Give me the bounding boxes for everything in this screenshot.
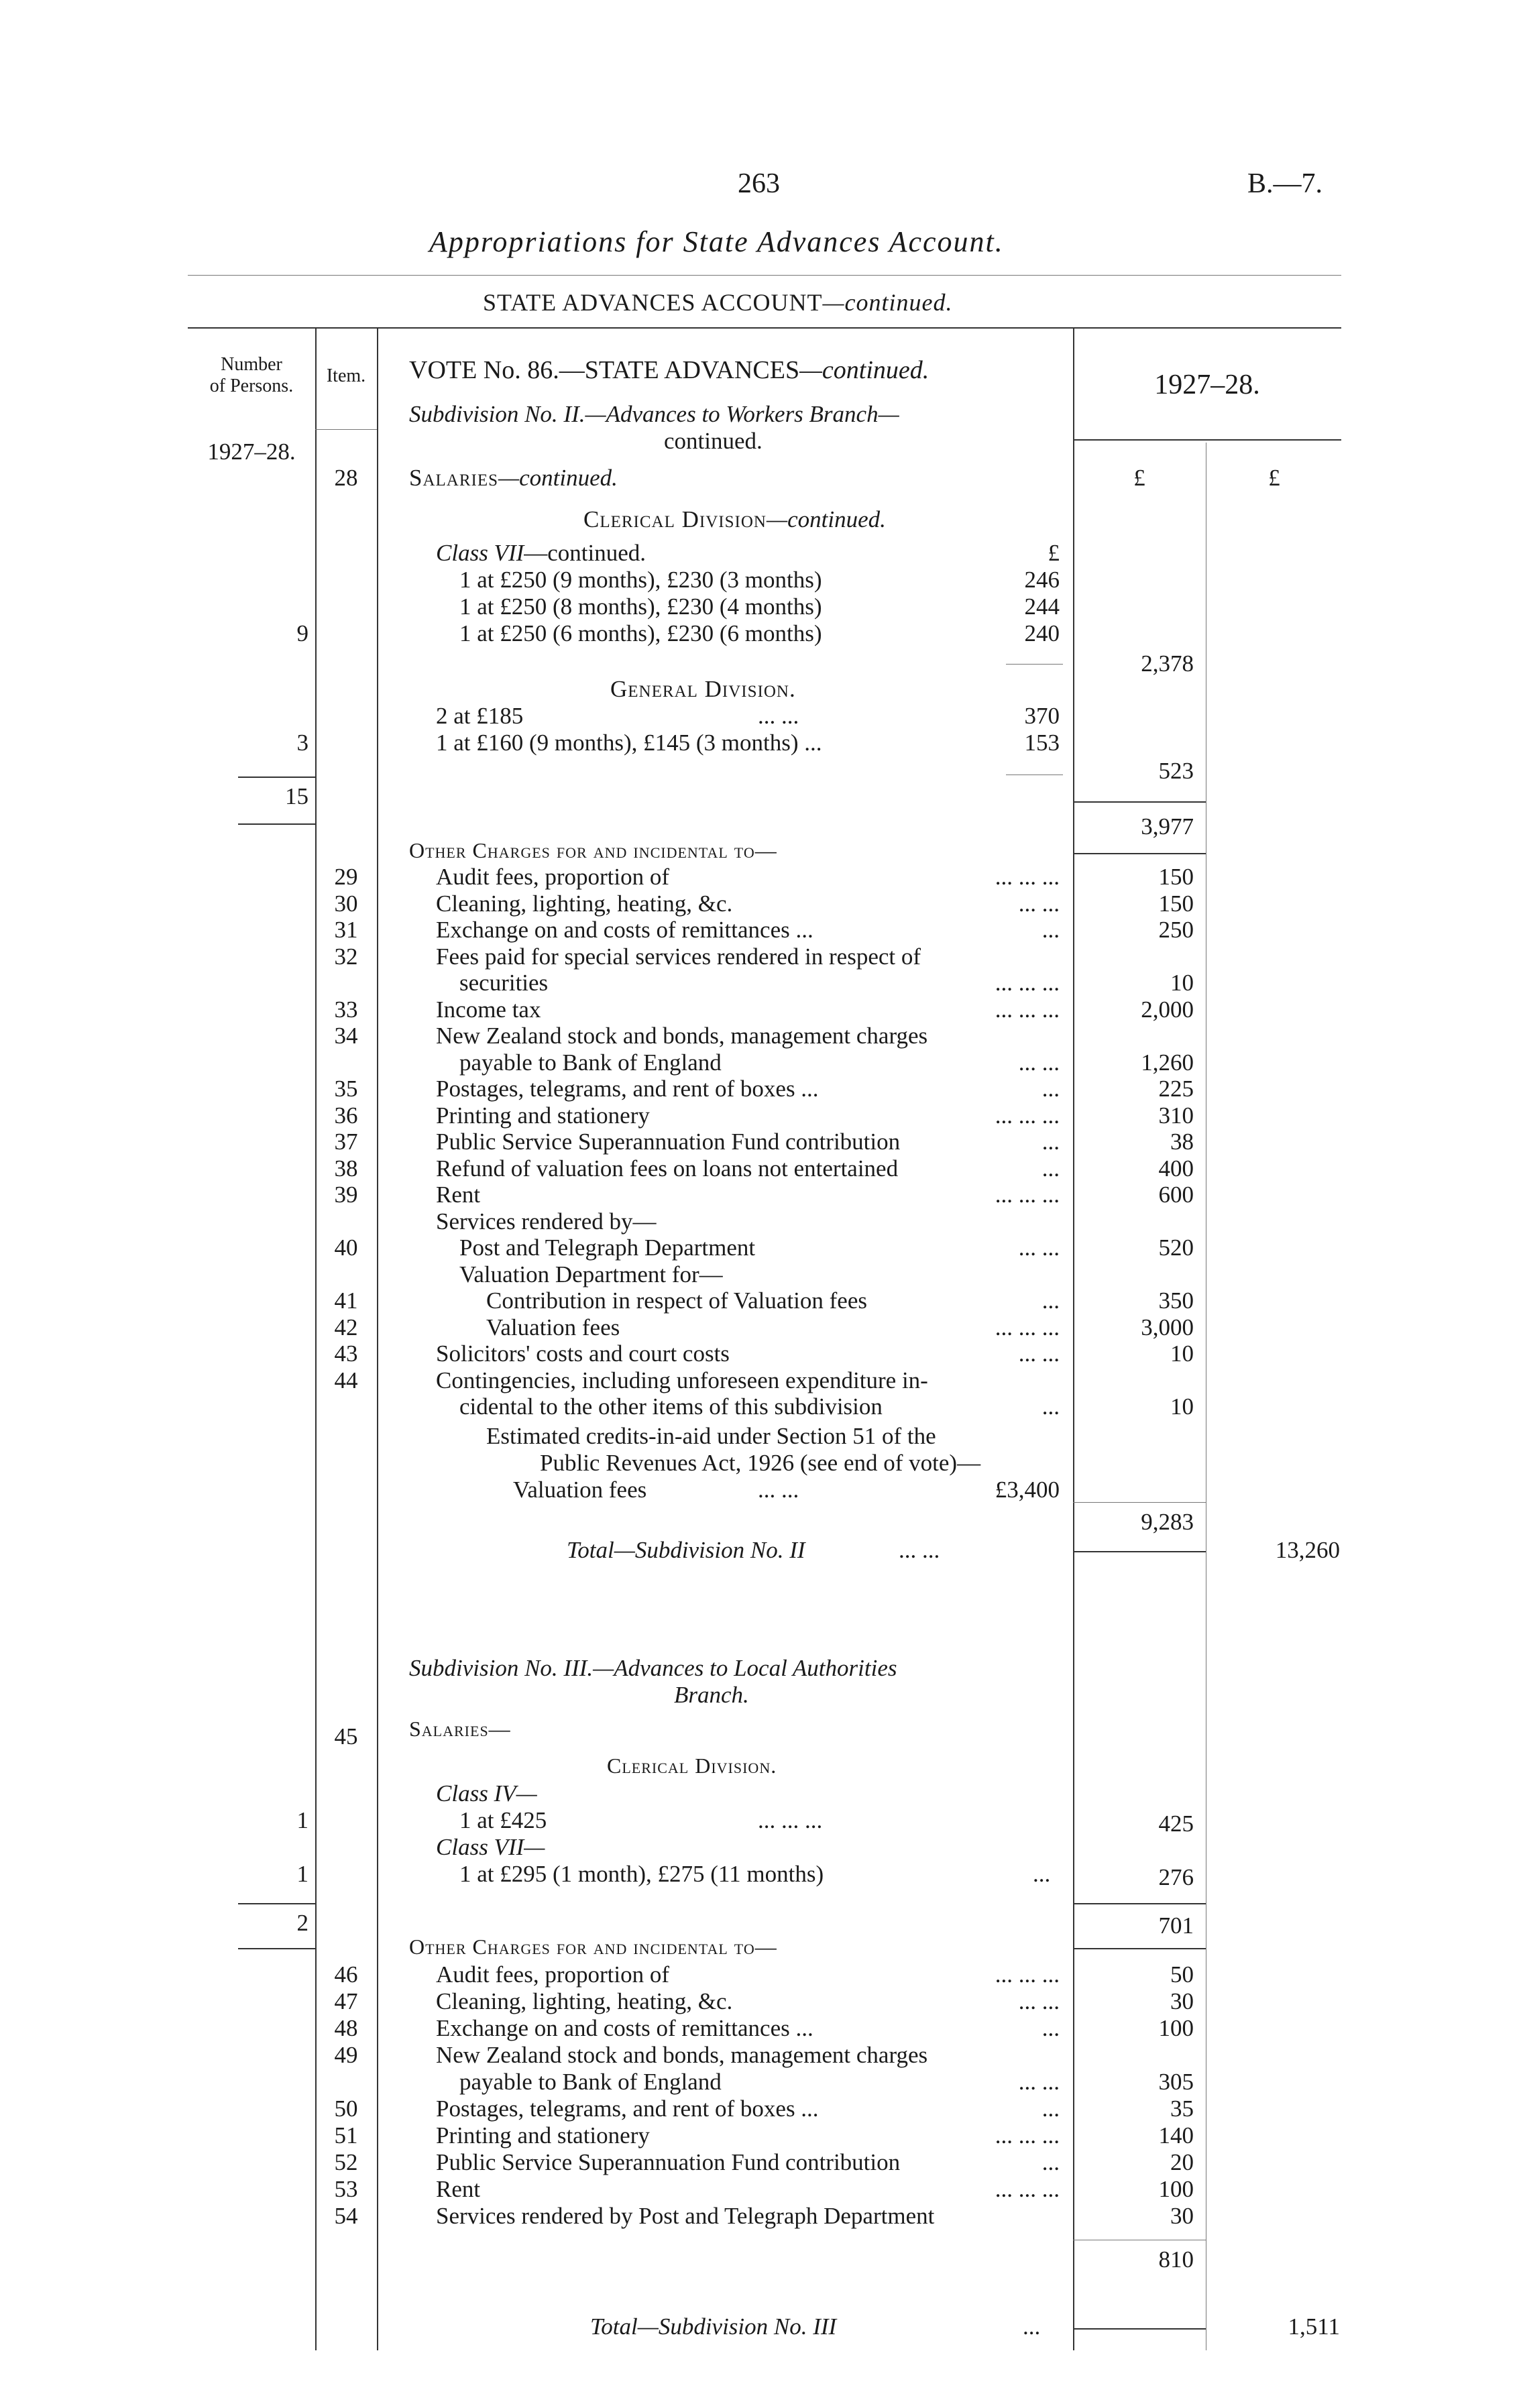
- sub2-inner-pound: £: [1048, 540, 1060, 566]
- charge-label: Postages, telegrams, and rent of boxes ...: [436, 1076, 819, 1102]
- persons-header-line2: of Persons.: [209, 376, 294, 396]
- sub3-class7: Class VII—: [436, 1834, 545, 1860]
- sub2-class-label: Class VII: [436, 540, 524, 566]
- general-row-amount: 370: [1024, 703, 1060, 729]
- sub2-credits-dots: ... ...: [758, 1477, 799, 1503]
- sub3-persons-total: 2: [296, 1910, 308, 1936]
- charge-label: Income tax: [436, 996, 541, 1023]
- general-row-text: 1 at £160 (9 months), £145 (3 months) ...: [436, 730, 822, 756]
- charge-dots: ... ... ...: [995, 1314, 1060, 1340]
- general-row-text: 2 at £185: [436, 703, 524, 729]
- charge-dots: ...: [1041, 2149, 1060, 2175]
- sub2-other-total: 9,283: [1141, 1509, 1194, 1535]
- charge-amount: 1,260: [1141, 1049, 1194, 1076]
- sub3-salaries-item: 45: [334, 1723, 358, 1750]
- charge-label: Printing and stationery: [436, 2122, 650, 2148]
- charge-label: Rent: [436, 2176, 481, 2202]
- charge-amount: 10: [1170, 970, 1194, 996]
- charge-label: Exchange on and costs of remittances ...: [436, 917, 813, 943]
- sub2-class-suffix: —continued.: [524, 540, 646, 566]
- clerical-row-text: 1 at £250 (9 months), £230 (3 months): [459, 567, 822, 593]
- header-rule: [188, 327, 1341, 329]
- charge-item: 51: [334, 2122, 358, 2148]
- charge-amount: 3,000: [1141, 1314, 1194, 1340]
- charge-item: 44: [334, 1367, 358, 1393]
- charge-amount: 10: [1170, 1393, 1194, 1420]
- charge-label: Services rendered by—: [436, 1208, 657, 1235]
- charge-item: 35: [334, 1076, 358, 1102]
- charge-amount: 100: [1158, 2015, 1194, 2041]
- charge-dots: ... ...: [1018, 2069, 1060, 2095]
- sub2-general-total: 523: [1158, 758, 1194, 784]
- charge-dots: ... ...: [1018, 1340, 1060, 1367]
- charge-label: Printing and stationery: [436, 1102, 650, 1129]
- charge-label: Valuation Department for—: [459, 1261, 723, 1287]
- sub2-heading-line1: Subdivision No. II.—Advances to Workers Branch—: [409, 401, 899, 427]
- sub2-salaries-item: 28: [334, 465, 358, 491]
- sub3-class4: Class IV—: [436, 1780, 537, 1807]
- sub2-salaries-rule-bottom: [1073, 853, 1206, 854]
- charge-item: 43: [334, 1340, 358, 1367]
- sub2-class-heading: [436, 540, 646, 567]
- charge-item: 49: [334, 2042, 358, 2068]
- charge-label: Cleaning, lighting, heating, &c.: [436, 1988, 733, 2014]
- charge-dots: ... ... ...: [995, 2176, 1060, 2202]
- sub3-total-amount: 1,511: [1288, 2313, 1340, 2340]
- sub3-heading-line1: Subdivision No. III.—Advances to Local Authorities: [409, 1655, 897, 1681]
- general-row-dots: ... ...: [758, 703, 799, 729]
- charge-label: Cleaning, lighting, heating, &c.: [436, 890, 733, 917]
- charge-item: 53: [334, 2176, 358, 2202]
- clerical-row-amount: 246: [1024, 567, 1060, 593]
- item-header-rule: [315, 429, 377, 430]
- sub2-total-rule: [1073, 1551, 1206, 1552]
- charge-item: 52: [334, 2149, 358, 2175]
- sub2-salaries-rule: [1073, 801, 1206, 803]
- sub3-heading-line2: Branch.: [674, 1682, 749, 1708]
- sub2-heading-line2: continued.: [664, 428, 763, 454]
- charge-amount: 225: [1158, 1076, 1194, 1102]
- vote-title-text: VOTE No. 86.—STATE ADVANCES: [409, 356, 800, 384]
- sub2-clerical-label: Clerical Division: [583, 506, 767, 532]
- sub2-general-persons: 3: [296, 730, 308, 756]
- charge-item: 47: [334, 1988, 358, 2014]
- sub2-total-amount: 13,260: [1275, 1537, 1340, 1563]
- charge-dots: ... ... ...: [995, 2122, 1060, 2148]
- charge-amount: 250: [1158, 917, 1194, 943]
- sub3-salaries-total: 701: [1158, 1912, 1194, 1939]
- sub3-other-total: 810: [1158, 2246, 1194, 2273]
- sub2-persons-rule-top: [238, 777, 315, 778]
- charge-label: Audit fees, proportion of: [436, 864, 669, 890]
- sub3-total-rule: [1073, 2328, 1206, 2330]
- charge-label: securities: [459, 970, 549, 996]
- charge-label: Audit fees, proportion of: [436, 1961, 669, 1988]
- charge-label: payable to Bank of England: [459, 2069, 722, 2095]
- sub3-salaries-label: Salaries—: [409, 1717, 511, 1741]
- charge-label: Postages, telegrams, and rent of boxes ...: [436, 2096, 819, 2122]
- charge-amount: 30: [1170, 1988, 1194, 2014]
- charge-amount: 50: [1170, 1961, 1194, 1988]
- vote-title-suffix: —continued.: [799, 356, 929, 384]
- charge-dots: ... ... ...: [995, 970, 1060, 996]
- charge-label: Contingencies, including unforeseen expenditure in-: [436, 1367, 928, 1393]
- charge-dots: ... ...: [1018, 1988, 1060, 2014]
- page-number: 263: [738, 168, 780, 199]
- charge-amount: 2,000: [1141, 996, 1194, 1023]
- charge-dots: ... ... ...: [995, 1102, 1060, 1129]
- charge-amount: 100: [1158, 2176, 1194, 2202]
- clerical-row-amount: 244: [1024, 593, 1060, 620]
- sub3-persons-rule-top: [238, 1903, 315, 1904]
- year-header: 1927–28.: [1154, 369, 1260, 400]
- sub2-clerical-total: 2,378: [1141, 650, 1194, 677]
- sub3-class4-row: 1 at £425: [459, 1807, 547, 1833]
- sub3-class7-row: 1 at £295 (1 month), £275 (11 months): [459, 1861, 824, 1887]
- charge-item: 33: [334, 996, 358, 1023]
- charge-dots: ... ...: [1018, 1049, 1060, 1076]
- sub2-credits-line2: Public Revenues Act, 1926 (see end of vote)—: [540, 1450, 981, 1476]
- charge-item: 39: [334, 1182, 358, 1208]
- charge-dots: ... ... ...: [995, 1961, 1060, 1988]
- sub2-salaries-heading: [409, 465, 618, 492]
- charge-item: 37: [334, 1129, 358, 1155]
- charge-dots: ... ... ...: [995, 996, 1060, 1023]
- charge-label: payable to Bank of England: [459, 1049, 722, 1076]
- sub2-clerical-rule: [1006, 664, 1063, 665]
- charge-item: 32: [334, 943, 358, 970]
- charge-dots: ...: [1041, 1393, 1060, 1420]
- section-subtitle: [483, 288, 953, 317]
- charge-item: 46: [334, 1961, 358, 1988]
- charge-amount: 310: [1158, 1102, 1194, 1129]
- charge-amount: 520: [1158, 1235, 1194, 1261]
- persons-year: 1927–28.: [207, 439, 296, 465]
- sub3-other-heading: Other Charges for and incidental to—: [409, 1935, 777, 1959]
- sub2-clerical-heading: [583, 506, 886, 533]
- charge-amount: 140: [1158, 2122, 1194, 2148]
- charge-amount: 400: [1158, 1155, 1194, 1182]
- sub3-total-label: Total—Subdivision No. III: [590, 2313, 837, 2340]
- pound-header-1: £: [1133, 465, 1145, 491]
- sub3-class7-amount: 276: [1158, 1864, 1194, 1890]
- sub2-total-label: Total—Subdivision No. II: [567, 1537, 805, 1563]
- sub2-salaries-suffix: —continued.: [498, 465, 618, 491]
- charge-label: New Zealand stock and bonds, management charges: [436, 2042, 928, 2068]
- charge-label: Contribution in respect of Valuation fees: [486, 1287, 867, 1314]
- sub2-general-heading: General Division.: [610, 676, 796, 702]
- charge-label: New Zealand stock and bonds, management charges: [436, 1023, 928, 1049]
- charge-item: 48: [334, 2015, 358, 2041]
- charge-item: 38: [334, 1155, 358, 1182]
- charge-dots: ...: [1041, 2096, 1060, 2122]
- section-subtitle-text: STATE ADVANCES ACCOUNT: [483, 289, 823, 316]
- charge-dots: ...: [1041, 1155, 1060, 1182]
- charge-item: 36: [334, 1102, 358, 1129]
- sub2-credits-line1: Estimated credits-in-aid under Section 51 of the: [486, 1423, 936, 1449]
- charge-amount: 38: [1170, 1129, 1194, 1155]
- charge-label: Valuation fees: [486, 1314, 620, 1340]
- charge-amount: 30: [1170, 2203, 1194, 2229]
- charge-item: 54: [334, 2203, 358, 2229]
- charge-amount: 600: [1158, 1182, 1194, 1208]
- sub3-class4-dots: ... ... ...: [758, 1807, 823, 1833]
- sub2-salaries-label: Salaries: [409, 465, 499, 491]
- item-column-rule: [377, 329, 378, 2350]
- vote-title: [409, 355, 929, 385]
- sub3-class7-persons: 1: [296, 1861, 308, 1887]
- sub2-other-heading: Other Charges for and incidental to—: [409, 838, 777, 862]
- sub2-persons-rule-bottom: [238, 823, 315, 825]
- sub2-clerical-persons: 9: [296, 620, 308, 646]
- charge-item: 50: [334, 2096, 358, 2122]
- clerical-row-text: 1 at £250 (8 months), £230 (4 months): [459, 593, 822, 620]
- charge-dots: ... ...: [1018, 890, 1060, 917]
- sub2-total-dots: ... ...: [899, 1537, 940, 1563]
- charge-amount: 10: [1170, 1340, 1194, 1367]
- year-header-rule: [1073, 439, 1341, 441]
- sub3-persons-rule-bottom: [238, 1948, 315, 1949]
- charge-label: Post and Telegraph Department: [459, 1235, 756, 1261]
- charge-dots: ...: [1041, 917, 1060, 943]
- charge-label: Solicitors' costs and court costs: [436, 1340, 730, 1367]
- charge-item: 41: [334, 1287, 358, 1314]
- charge-dots: ... ... ...: [995, 864, 1060, 890]
- charge-item: 40: [334, 1235, 358, 1261]
- clerical-row-amount: 240: [1024, 620, 1060, 646]
- charge-dots: ...: [1041, 2015, 1060, 2041]
- pound-header-2: £: [1268, 465, 1280, 491]
- charge-dots: ... ... ...: [995, 1182, 1060, 1208]
- sub3-class4-persons: 1: [296, 1807, 308, 1833]
- charge-amount: 35: [1170, 2096, 1194, 2122]
- charge-label: Public Service Superannuation Fund contribution: [436, 1129, 901, 1155]
- sub3-salaries-rule-bottom: [1073, 1948, 1206, 1949]
- sub3-class7-dots: ...: [1033, 1861, 1051, 1887]
- persons-header: [188, 354, 315, 397]
- charge-item: 30: [334, 890, 358, 917]
- charge-label: Public Service Superannuation Fund contribution: [436, 2149, 901, 2175]
- sub2-salaries-total: 3,977: [1141, 813, 1194, 840]
- charge-label: Fees paid for special services rendered in respect of: [436, 943, 921, 970]
- charge-amount: 20: [1170, 2149, 1194, 2175]
- charge-item: 42: [334, 1314, 358, 1340]
- charge-dots: ...: [1041, 1287, 1060, 1314]
- sub3-salaries-rule: [1073, 1903, 1206, 1904]
- section-subtitle-suffix: —continued.: [822, 289, 953, 316]
- charge-label: Rent: [436, 1182, 481, 1208]
- title-rule: [188, 275, 1341, 276]
- clerical-row-text: 1 at £250 (6 months), £230 (6 months): [459, 620, 822, 646]
- charge-amount: 305: [1158, 2069, 1194, 2095]
- charge-label: Refund of valuation fees on loans not entertained: [436, 1155, 899, 1182]
- charge-dots: ...: [1041, 1129, 1060, 1155]
- page-title: Appropriations for State Advances Account.: [429, 225, 1004, 258]
- charge-item: 34: [334, 1023, 358, 1049]
- sub2-clerical-suffix: —continued.: [766, 506, 886, 532]
- document-reference: B.—7.: [1247, 168, 1323, 199]
- charge-label: Exchange on and costs of remittances ...: [436, 2015, 813, 2041]
- item-header: Item.: [326, 365, 366, 386]
- sub2-other-rule: [1073, 1502, 1206, 1503]
- charge-label: Services rendered by Post and Telegraph Department: [436, 2203, 935, 2229]
- sub3-total-dots: ...: [1023, 2313, 1041, 2340]
- charge-dots: ...: [1041, 1076, 1060, 1102]
- sub3-class4-amount: 425: [1158, 1811, 1194, 1837]
- charge-amount: 150: [1158, 890, 1194, 917]
- persons-header-line1: Number: [221, 354, 282, 375]
- charge-dots: ... ...: [1018, 1235, 1060, 1261]
- sub2-credits-line3: Valuation fees: [513, 1477, 647, 1503]
- charge-item: 31: [334, 917, 358, 943]
- sub3-clerical-heading: Clerical Division.: [607, 1754, 777, 1778]
- charge-amount: 350: [1158, 1287, 1194, 1314]
- charge-item: 29: [334, 864, 358, 890]
- general-row-amount: 153: [1024, 730, 1060, 756]
- charge-label: cidental to the other items of this subdivision: [459, 1393, 883, 1420]
- sub2-credits-amount: £3,400: [995, 1477, 1060, 1503]
- sub2-persons-total: 15: [285, 783, 308, 809]
- charge-amount: 150: [1158, 864, 1194, 890]
